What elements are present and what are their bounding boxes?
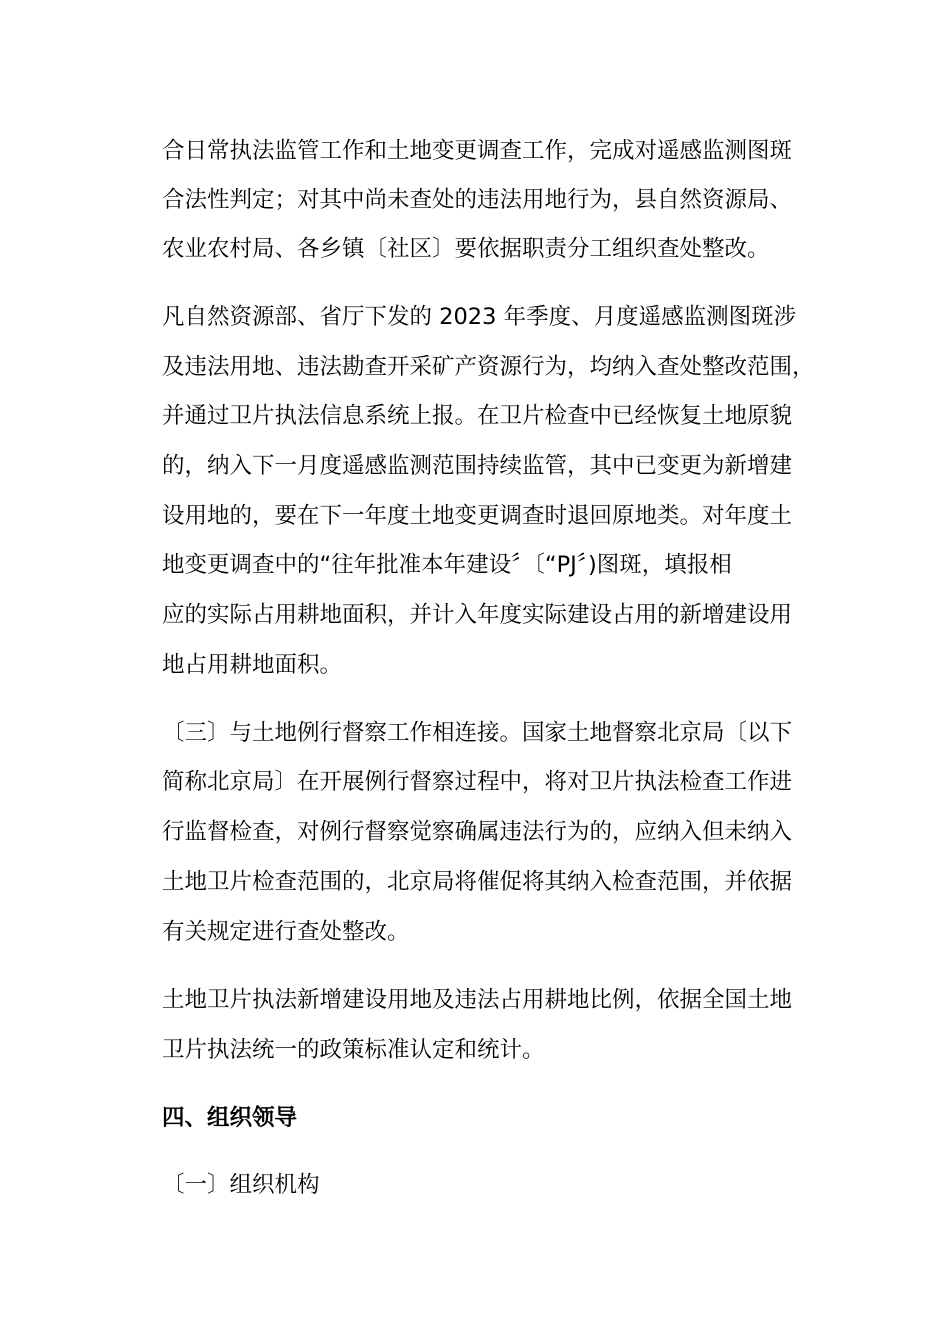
paragraph-line: 合法性判定；对其中尚未查处的违法用地行为，县自然资源局、 — [162, 187, 793, 213]
paragraph-line: 简称北京局〕在开展例行督察过程中，将对卫片执法检查工作进 — [162, 769, 793, 795]
paragraph-line: 及违法用地、违法勘查开采矿产资源行为，均纳入查处整改范围， — [162, 354, 815, 380]
paragraph-line: 地占用耕地面积。 — [162, 652, 343, 678]
paragraph-line: 有关规定进行查处整改。 — [162, 919, 410, 945]
paragraph-line: 的，纳入下一月度遥感监测范围持续监管，其中已变更为新增建 — [162, 453, 793, 479]
paragraph-line: 土地卫片执法新增建设用地及违法占用耕地比例，依据全国土地 — [162, 987, 793, 1013]
paragraph-line: 应的实际占用耕地面积，并计入年度实际建设占用的新增建设用 — [162, 602, 793, 628]
subsection-heading: 〔一〕组织机构 — [162, 1172, 320, 1198]
paragraph-line: 凡自然资源部、省厅下发的 2023 年季度、月度遥感监测图斑涉 — [162, 304, 797, 330]
paragraph-line: 卫片执法统一的政策标准认定和统计。 — [162, 1037, 545, 1063]
paragraph-line: 地变更调查中的“往年批准本年建设〞〔“PJ〞)图斑，填报相 — [162, 552, 732, 578]
paragraph-line: 土地卫片检查范围的，北京局将催促将其纳入检查范围，并依据 — [162, 869, 793, 895]
paragraph-line: 并通过卫片执法信息系统上报。在卫片检查中已经恢复土地原貌 — [162, 403, 793, 429]
paragraph-line: 合日常执法监管工作和土地变更调查工作，完成对遥感监测图斑 — [162, 138, 793, 164]
paragraph-line: 农业农村局、各乡镇〔社区〕要依据职责分工组织查处整改。 — [162, 236, 770, 262]
paragraph-line: 〔三〕与土地例行督察工作相连接。国家土地督察北京局〔以下 — [162, 720, 793, 746]
paragraph-line: 设用地的，要在下一年度土地变更调查时退回原地类。对年度土 — [162, 503, 793, 529]
paragraph-line: 行监督检查，对例行督察觉察确属违法行为的，应纳入但未纳入 — [162, 819, 793, 845]
section-heading: 四、组织领导 — [162, 1105, 298, 1131]
